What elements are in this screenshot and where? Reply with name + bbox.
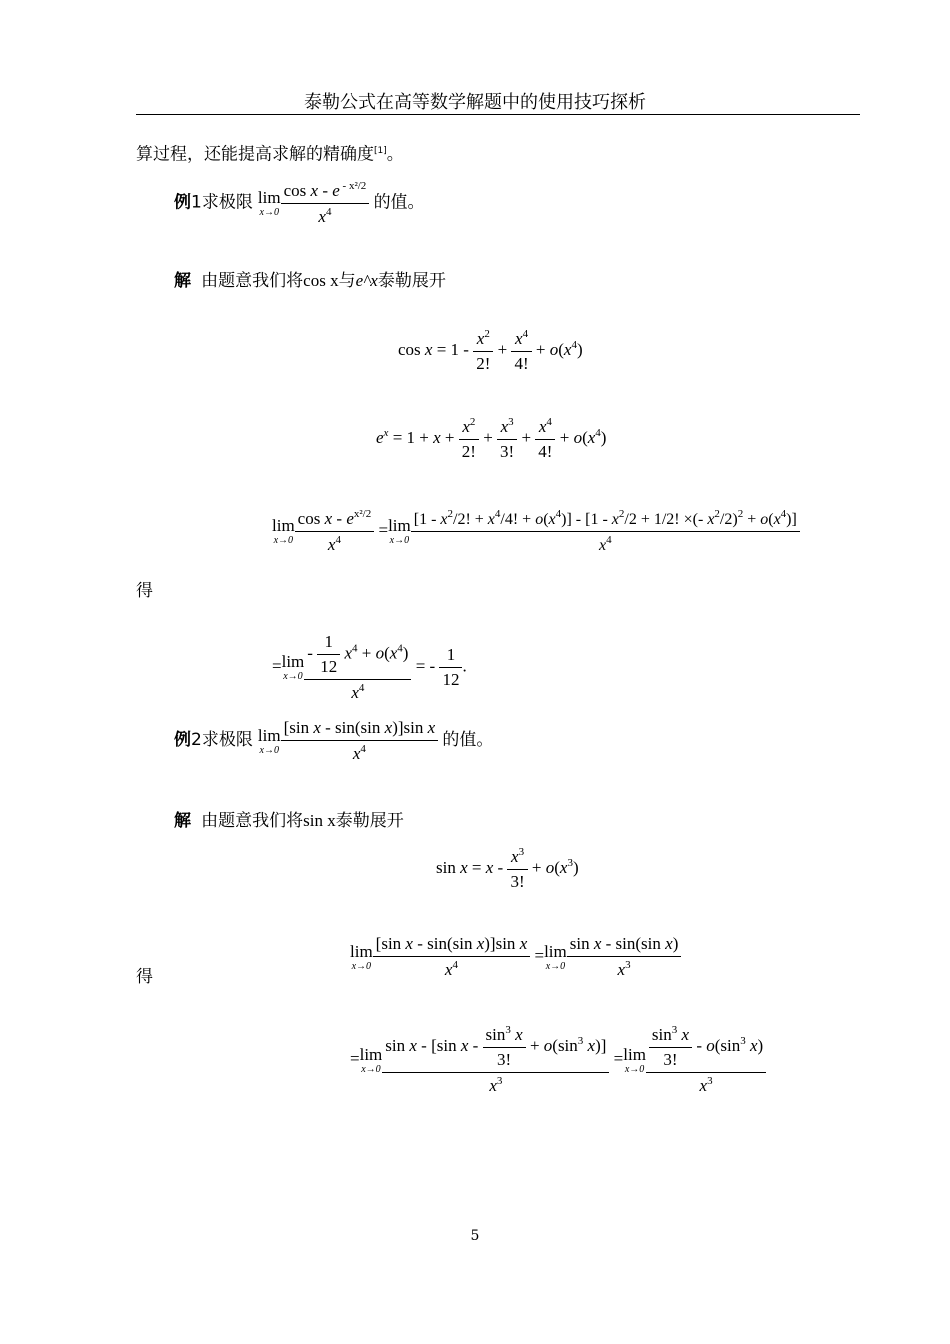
example-2-label: 例	[174, 729, 191, 750]
equation-step-4: = lim x→0 sin x - [sin x - $\frac{\sin^3 x}{3!}$ + $o(\sin^3$ x)] $x^3$ = lim x→0 $\frac{\sin^3 x}{3!}$ - $o(\sin^3$ x) $x^3$	[350, 1024, 766, 1096]
example-2-suffix: 的值。	[442, 729, 494, 750]
example-1-number: 1	[191, 192, 202, 213]
example-2-number: 2	[191, 729, 202, 750]
example-2-limit: lim x→0 $\frac{\text{[sin x - sin(sin x)]sin x}}{x^4}$	[258, 730, 442, 749]
solution-1-func-a: cos x	[303, 271, 339, 290]
example-1-prompt: 求极限	[201, 192, 253, 213]
intro-line	[136, 140, 404, 166]
page-number: 5	[470, 1228, 480, 1244]
intro-text: 算过程，还能提高求解的精确度	[136, 144, 374, 165]
de-label-2: 得	[136, 967, 153, 987]
header-rule	[136, 114, 860, 115]
example-1-limit: lim x→0 $\frac{\cos x - e ^{- x^2/2}}{x^4}$	[258, 192, 374, 211]
solution-1-text-b: 与	[338, 271, 356, 291]
solution-1-label: 解	[174, 271, 191, 291]
solution-1-func-b: e^x	[355, 271, 378, 290]
equation-cos-expansion: cos x = 1 - $\frac{x^2}{2!}$ + $\frac{x^4}{4!}$ + $o(x^4)$	[398, 328, 583, 373]
intro-end: 。	[386, 144, 404, 165]
solution-1-text-c: 泰勒展开	[377, 271, 446, 291]
running-header: 泰勒公式在高等数学解题中的使用技巧探析	[304, 92, 646, 113]
example-2-prompt: 求极限	[201, 729, 253, 750]
solution-2-func-a: sin x	[303, 811, 336, 830]
de-label-1: 得	[136, 581, 153, 601]
solution-2-intro	[174, 810, 404, 832]
solution-1-text-a: 由题意我们将	[201, 271, 304, 291]
solution-2-label: 解	[174, 811, 191, 831]
citation: [1]	[374, 146, 387, 156]
solution-2-text-a: 由题意我们将	[201, 811, 304, 831]
solution-2-text-c: 泰勒展开	[335, 811, 404, 831]
equation-step-1: lim x→0 $\frac{\cos x - e^{x^2/2}}{x^4}$ = lim x→0 [$1 - x^2/2$! + $x^4/4$! + $o(x^4)] - [1 - x^2/2 + 1/2$! ×(- $x^2/2)^2 + o(x^4)$] $x^4$	[272, 508, 800, 555]
example-2	[174, 718, 493, 764]
solution-1-intro	[174, 270, 446, 292]
example-1	[174, 180, 425, 227]
equation-step-3: lim x→0 $\frac{\text{[sin x - sin(sin x)]sin x}}{x^4}$ = lim x→0 $\frac{\text{sin x - sin(sin x)}}{x^3}$	[350, 934, 681, 980]
equation-exp-expansion: $e^x = 1 + x$ + $\frac{x^2}{2!}$ + $\frac{x^3}{3!}$ + $\frac{x^4}{4!}$ + $o(x^4)$	[376, 416, 607, 461]
equation-step-2: = lim x→0 - $\frac{1}{12}$ $x^4 + o(x^4)$ $x^4$ = - $\frac{1}{12}$ .	[272, 632, 467, 702]
equation-sin-expansion: sin x = x - $\frac{x^3}{3!}$ + $o(x^3)$	[436, 846, 579, 891]
example-1-label: 例	[174, 192, 191, 213]
example-1-suffix: 的值。	[373, 192, 425, 213]
